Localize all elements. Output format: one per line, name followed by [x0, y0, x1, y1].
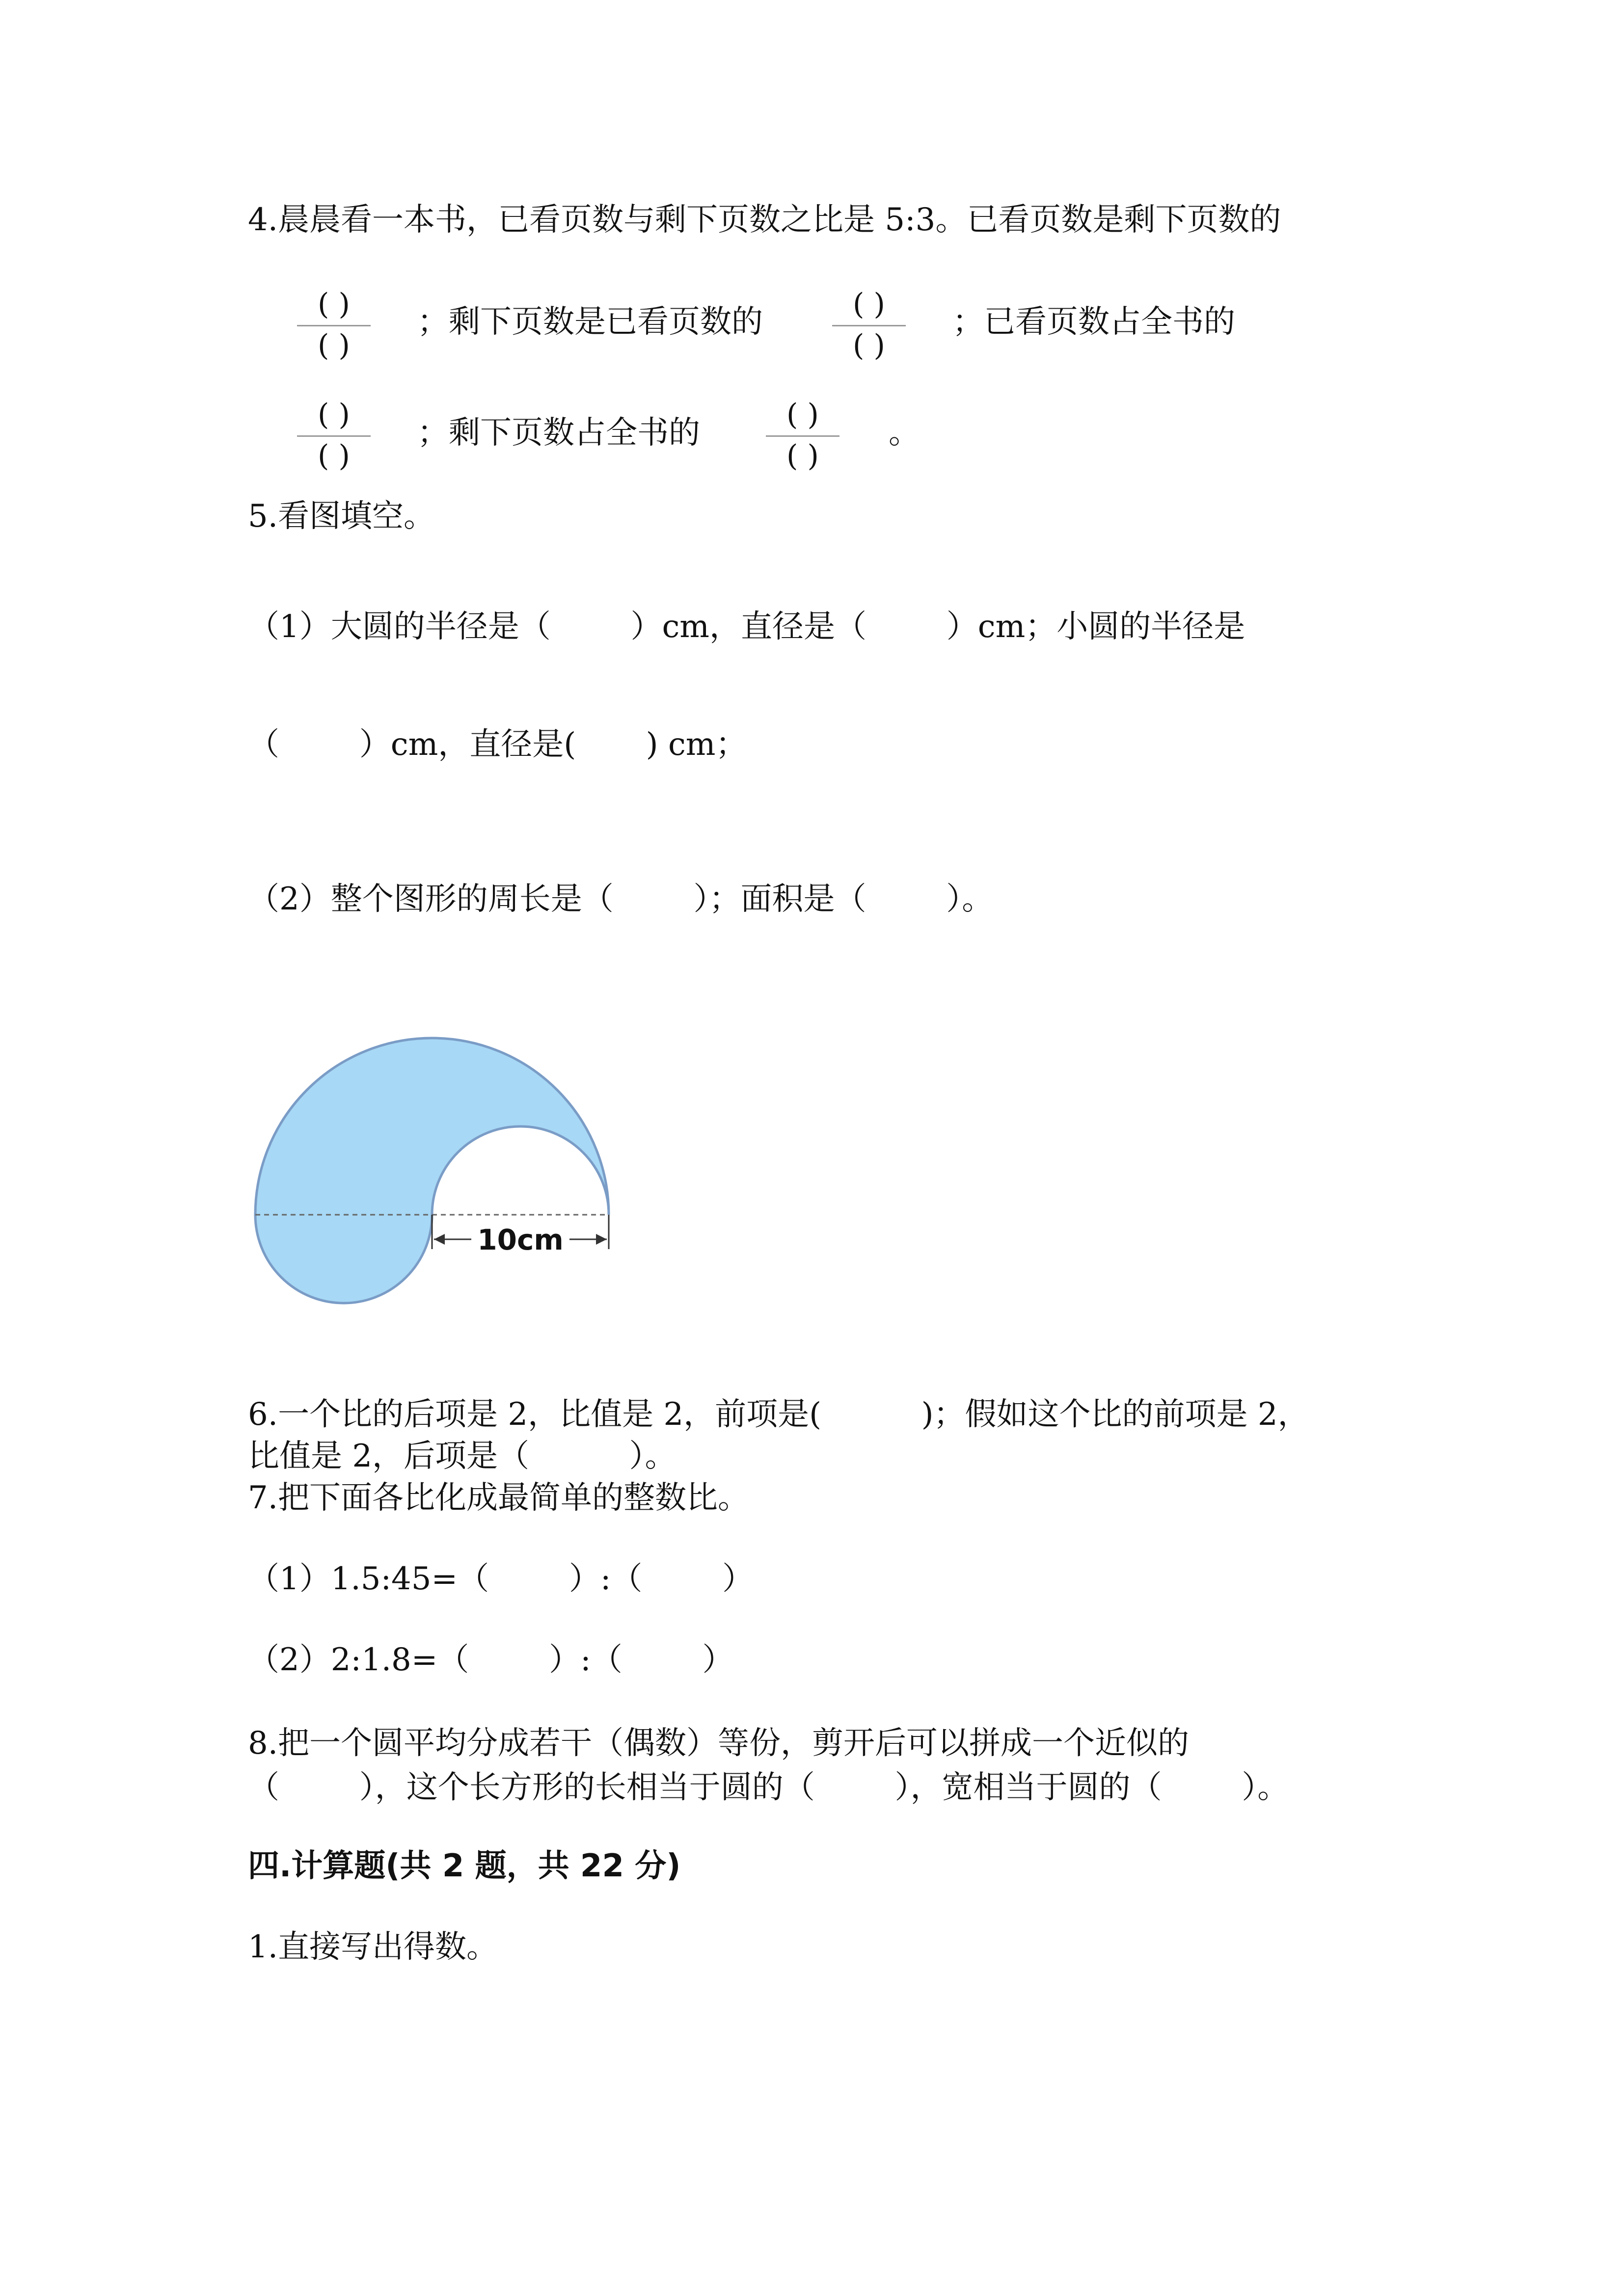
fraction-bar — [832, 325, 906, 326]
fraction-denominator-blank: ( ) — [853, 328, 885, 363]
q5-part1-line1: （1）大圆的半径是（ ）cm，直径是（ ）cm；小圆的半径是 — [248, 609, 1245, 645]
fraction-numerator-blank: ( ) — [318, 287, 350, 321]
q7-item1: （1）1.5:45=（ ）:（ ） — [248, 1561, 754, 1597]
fraction-denominator-blank: ( ) — [318, 439, 350, 473]
fraction-bar — [297, 325, 371, 326]
q4-seg2: ；已看页数占全书的 — [952, 304, 1235, 340]
fraction-numerator-blank: ( ) — [853, 287, 885, 321]
figure-shaded-region — [255, 1038, 609, 1303]
q4-end: 。 — [889, 415, 920, 451]
section4-q1: 1.直接写出得数。 — [248, 1929, 498, 1965]
fraction-bar — [766, 435, 839, 437]
fraction-numerator-blank: ( ) — [786, 398, 819, 432]
fraction-denominator-blank: ( ) — [318, 328, 350, 363]
fraction-denominator-blank: ( ) — [786, 439, 819, 473]
q5-part2: （2）整个图形的周长是（ ）；面积是（ ）。 — [248, 881, 994, 917]
circle-figure — [245, 1031, 628, 1325]
q8-line1: 8.把一个圆平均分成若干（偶数）等份，剪开后可以拼成一个近似的 — [248, 1725, 1190, 1762]
q4-fraction-3[interactable] — [297, 400, 371, 474]
q4-fraction-4[interactable] — [766, 400, 839, 474]
q7-item2: （2）2:1.8=（ ）:（ ） — [248, 1642, 734, 1678]
fraction-numerator-blank: ( ) — [318, 398, 350, 432]
q4-seg1: ；剩下页数是已看页数的 — [417, 304, 763, 340]
section4-heading: 四.计算题(共 2 题，共 22 分) — [248, 1848, 681, 1884]
q7-title: 7.把下面各比化成最简单的整数比。 — [248, 1480, 750, 1516]
q4-fraction-1[interactable] — [297, 287, 371, 363]
q6-line1: 6.一个比的后项是 2，比值是 2，前项是( )；假如这个比的前项是 2， — [248, 1396, 1309, 1433]
dimension-label: 10cm — [477, 1223, 564, 1256]
q4-line1: 4.晨晨看一本书，已看页数与剩下页数之比是 5:3。已看页数是剩下页数的 — [248, 202, 1281, 238]
q4-seg3: ；剩下页数占全书的 — [417, 415, 700, 451]
arrowhead-left-icon — [434, 1234, 445, 1245]
q6-line2: 比值是 2，后项是（ ）。 — [248, 1438, 677, 1474]
q5-part1-line2: （ ）cm，直径是( ) cm； — [248, 726, 747, 763]
q8-line2: （ ），这个长方形的长相当于圆的（ ），宽相当于圆的（ ）。 — [248, 1769, 1289, 1806]
arrowhead-right-icon — [596, 1234, 607, 1245]
q5-title: 5.看图填空。 — [248, 498, 435, 534]
fraction-bar — [297, 435, 371, 437]
q4-fraction-2[interactable] — [832, 287, 906, 363]
